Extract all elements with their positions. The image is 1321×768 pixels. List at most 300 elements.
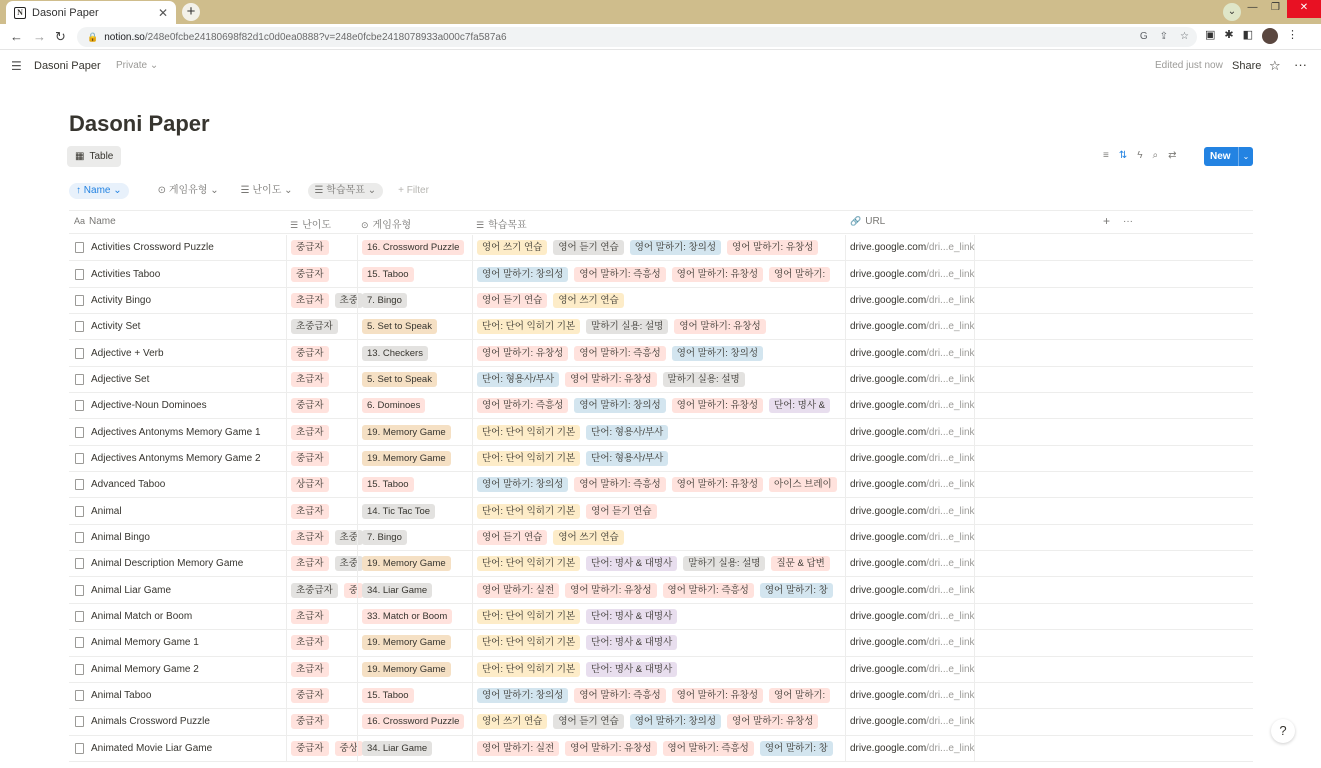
difficulty-cell[interactable] xyxy=(286,657,356,682)
side-panel-icon[interactable]: ◧ xyxy=(1242,29,1254,41)
select-tag: 영어 쓰기 연습 xyxy=(477,714,547,729)
favorite-star-icon[interactable]: ☆ xyxy=(1269,58,1281,73)
table-row[interactable] xyxy=(69,657,1253,683)
row-name: Adjectives Antonyms Memory Game 1 xyxy=(91,426,261,438)
url-cell[interactable] xyxy=(845,577,975,602)
url-path[interactable]: /dri...e_link xyxy=(926,663,975,675)
learning-goal-cell[interactable] xyxy=(472,604,844,629)
column-header-label: Name xyxy=(89,216,116,227)
learning-goal-cell[interactable] xyxy=(472,472,844,497)
url-path[interactable]: /dri...e_link xyxy=(926,426,975,438)
select-tag: 초중 xyxy=(335,530,363,545)
table-row[interactable] xyxy=(69,340,1253,366)
url-path[interactable]: /dri...e_link xyxy=(926,558,975,570)
game-type-cell[interactable] xyxy=(357,235,471,260)
select-tag: 초급자 xyxy=(291,372,329,387)
difficulty-cell[interactable] xyxy=(286,288,356,313)
name-cell[interactable] xyxy=(69,367,285,392)
add-filter-button[interactable]: + Filter xyxy=(398,185,429,196)
game-type-cell[interactable] xyxy=(357,367,471,392)
url-path[interactable]: /dri...e_link xyxy=(926,242,975,254)
select-tag: 영어 말하기: xyxy=(769,267,830,282)
name-cell[interactable] xyxy=(69,736,285,761)
select-tag: 중급자 xyxy=(291,688,329,703)
page-icon xyxy=(75,242,84,253)
filter-chip-difficulty[interactable]: ☰ 난이도 ⌄ xyxy=(240,185,293,196)
url-path[interactable]: /dri...e_link xyxy=(926,294,975,306)
select-tag: 19. Memory Game xyxy=(362,451,451,466)
url-host[interactable]: drive.google.com xyxy=(850,610,927,622)
select-tag: 초중 xyxy=(335,293,363,308)
select-tag: 6. Dominoes xyxy=(362,398,425,413)
name-cell[interactable] xyxy=(69,683,285,708)
url-cell[interactable] xyxy=(845,525,975,550)
name-cell[interactable] xyxy=(69,340,285,365)
select-tag: 초급자 xyxy=(291,662,329,677)
learning-goal-cell[interactable] xyxy=(472,419,844,444)
table-row[interactable] xyxy=(69,683,1253,709)
menu-icon[interactable]: ☰ xyxy=(11,59,22,73)
select-tag: 말하기 실용: 설명 xyxy=(586,319,668,334)
url-host[interactable]: drive.google.com xyxy=(850,505,927,517)
game-type-cell[interactable] xyxy=(357,340,471,365)
chevron-down-icon: ⌄ xyxy=(149,60,159,71)
learning-goal-cell[interactable] xyxy=(472,367,844,392)
close-tab-icon[interactable]: ✕ xyxy=(157,5,168,20)
select-tag: 영어 쓰기 연습 xyxy=(553,530,623,545)
share-button[interactable]: Share xyxy=(1232,60,1262,72)
select-tag: 영어 말하기: 창의성 xyxy=(630,714,721,729)
sort-chip-label: Name xyxy=(83,185,111,196)
game-type-cell[interactable] xyxy=(357,577,471,602)
url-host[interactable]: drive.google.com xyxy=(850,690,927,702)
row-name: Animal Memory Game 2 xyxy=(91,663,199,675)
url-host[interactable]: drive.google.com xyxy=(850,294,927,306)
url-cell[interactable] xyxy=(845,551,975,576)
reload-icon[interactable]: ↻ xyxy=(55,29,66,44)
select-tag: 영어 듣기 연습 xyxy=(553,714,623,729)
select-tag: 아이스 브레이 xyxy=(769,477,837,492)
puzzle-icon[interactable]: ✱ xyxy=(1224,29,1234,41)
row-name: Activity Bingo xyxy=(91,294,152,306)
difficulty-cell[interactable] xyxy=(286,709,356,734)
page-icon xyxy=(75,664,84,675)
learning-goal-cell[interactable] xyxy=(472,709,844,734)
new-button-label: New xyxy=(1210,151,1231,162)
select-tag: 영어 말하기: 실전 xyxy=(477,583,559,598)
url-host[interactable]: drive.google.com xyxy=(850,242,927,254)
name-cell[interactable] xyxy=(69,393,285,418)
difficulty-cell[interactable] xyxy=(286,630,356,655)
learning-goal-cell[interactable] xyxy=(472,736,844,761)
row-name: Animal Bingo xyxy=(91,531,150,543)
table-row[interactable] xyxy=(69,472,1253,498)
page-icon xyxy=(75,506,84,517)
learning-goal-cell[interactable] xyxy=(472,577,844,602)
select-tag: 단어: 형용사/부사 xyxy=(586,451,668,466)
url-cell[interactable] xyxy=(845,630,975,655)
page-icon xyxy=(75,427,84,438)
game-type-cell[interactable] xyxy=(357,736,471,761)
profile-avatar[interactable] xyxy=(1262,28,1278,44)
row-name: Animals Crossword Puzzle xyxy=(91,716,210,728)
difficulty-cell[interactable] xyxy=(286,551,356,576)
browser-menu-icon[interactable]: ⋮ xyxy=(1287,29,1299,41)
filter-chip-label: 난이도 xyxy=(252,185,282,196)
table-row[interactable] xyxy=(69,367,1253,393)
url-cell[interactable] xyxy=(845,235,975,260)
view-tab-label: Table xyxy=(89,151,114,162)
select-tag: 중급자 xyxy=(291,741,329,756)
url-cell[interactable] xyxy=(845,419,975,444)
page-icon xyxy=(75,269,84,280)
game-type-cell[interactable] xyxy=(357,683,471,708)
row-name: Adjective-Noun Dominoes xyxy=(91,400,207,412)
url-path[interactable]: /dri...e_link xyxy=(926,584,975,596)
game-type-cell[interactable] xyxy=(357,261,471,286)
name-cell[interactable] xyxy=(69,551,285,576)
learning-goal-cell[interactable] xyxy=(472,446,844,471)
url-host[interactable]: drive.google.com xyxy=(850,637,927,649)
table-row[interactable] xyxy=(69,525,1253,551)
restore-icon[interactable]: ❐ xyxy=(1271,2,1280,13)
learning-goal-cell[interactable] xyxy=(472,498,844,523)
url-cell[interactable] xyxy=(845,393,975,418)
game-type-cell[interactable] xyxy=(357,630,471,655)
difficulty-cell[interactable] xyxy=(286,446,356,471)
table-row[interactable] xyxy=(69,235,1253,261)
url-path[interactable]: /dri...e_link xyxy=(926,321,975,333)
url-cell[interactable] xyxy=(845,367,975,392)
name-cell[interactable] xyxy=(69,525,285,550)
minimize-icon[interactable]: — xyxy=(1247,2,1258,13)
difficulty-cell[interactable] xyxy=(286,419,356,444)
select-tag: 초중급자 xyxy=(291,319,338,334)
select-tag: 영어 말하기: 유창성 xyxy=(727,240,818,255)
column-more-icon[interactable]: ··· xyxy=(1123,216,1133,227)
learning-goal-cell[interactable] xyxy=(472,630,844,655)
table-row[interactable] xyxy=(69,709,1253,735)
learning-goal-cell[interactable] xyxy=(472,683,844,708)
url-path[interactable]: /dri...e_link xyxy=(926,531,975,543)
row-name: Animal Match or Boom xyxy=(91,610,193,622)
table-row[interactable] xyxy=(69,288,1253,314)
select-tag: 영어 말하기: 유창성 xyxy=(565,372,656,387)
difficulty-cell[interactable] xyxy=(286,683,356,708)
url-path[interactable]: /dri...e_link xyxy=(926,716,975,728)
edited-status: Edited just now xyxy=(1155,60,1223,71)
name-cell[interactable] xyxy=(69,288,285,313)
page-icon xyxy=(75,321,84,332)
tab-search-icon[interactable]: ⌄ xyxy=(1223,3,1241,21)
help-icon[interactable]: ? xyxy=(1271,719,1295,743)
url-path[interactable]: /dri...e_link xyxy=(926,452,975,464)
difficulty-cell[interactable] xyxy=(286,314,356,339)
url-host[interactable]: drive.google.com xyxy=(850,400,927,412)
table-row[interactable] xyxy=(69,577,1253,603)
url-cell[interactable] xyxy=(845,314,975,339)
learning-goal-cell[interactable] xyxy=(472,393,844,418)
page-icon xyxy=(75,611,84,622)
url-host[interactable]: drive.google.com xyxy=(850,347,927,359)
select-tag: 19. Memory Game xyxy=(362,425,451,440)
url-host[interactable]: drive.google.com xyxy=(850,373,927,385)
name-cell[interactable] xyxy=(69,261,285,286)
select-tag: 영어 말하기: 창 xyxy=(760,741,833,756)
select-tag: 영어 듣기 연습 xyxy=(586,504,656,519)
learning-goal-cell[interactable] xyxy=(472,657,844,682)
select-tag: 단어: 명사 & xyxy=(769,398,830,413)
game-type-cell[interactable] xyxy=(357,657,471,682)
game-type-cell[interactable] xyxy=(357,419,471,444)
difficulty-cell[interactable] xyxy=(286,393,356,418)
game-type-cell[interactable] xyxy=(357,709,471,734)
url-host[interactable]: drive.google.com xyxy=(850,321,927,333)
url-host[interactable]: drive.google.com xyxy=(850,584,927,596)
name-cell[interactable] xyxy=(69,235,285,260)
url-host[interactable]: drive.google.com xyxy=(850,742,927,754)
learning-goal-cell[interactable] xyxy=(472,261,844,286)
url-cell[interactable] xyxy=(845,657,975,682)
name-cell[interactable] xyxy=(69,709,285,734)
select-tag: 단어: 명사 & 대명사 xyxy=(586,635,677,650)
learning-goal-cell[interactable] xyxy=(472,314,844,339)
search-icon[interactable]: ⌕ xyxy=(1152,150,1159,161)
select-tag: 초급자 xyxy=(291,293,329,308)
link-icon: 🔗 xyxy=(850,216,862,226)
learning-goal-cell[interactable] xyxy=(472,288,844,313)
url-path[interactable]: /dri...e_link xyxy=(926,505,975,517)
game-type-cell[interactable] xyxy=(357,472,471,497)
url-path[interactable]: /dri...e_link xyxy=(926,479,975,491)
game-type-cell[interactable] xyxy=(357,551,471,576)
new-tab-button[interactable]: + xyxy=(182,3,200,21)
select-tag: 영어 말하기: 유창성 xyxy=(565,583,656,598)
game-type-cell[interactable] xyxy=(357,604,471,629)
difficulty-cell[interactable] xyxy=(286,261,356,286)
new-dropdown-chevron-icon[interactable]: ⌄ xyxy=(1238,147,1253,166)
filter-bar xyxy=(69,183,436,199)
select-tag: 15. Taboo xyxy=(362,267,414,282)
table-header xyxy=(69,210,1253,234)
name-cell[interactable] xyxy=(69,446,285,471)
select-tag: 단어: 단어 익히기 기본 xyxy=(477,319,580,334)
name-cell[interactable] xyxy=(69,577,285,602)
new-button[interactable] xyxy=(1204,147,1253,166)
url-host[interactable]: drive.google.com xyxy=(850,452,927,464)
url-path[interactable]: /dri...e_link xyxy=(926,690,975,702)
lock-icon: 🔒 xyxy=(87,32,99,42)
page-icon xyxy=(75,743,84,754)
game-type-cell[interactable] xyxy=(357,446,471,471)
table-row[interactable] xyxy=(69,419,1253,445)
table-row[interactable] xyxy=(69,736,1253,762)
name-cell[interactable] xyxy=(69,419,285,444)
url-host: notion.so xyxy=(104,32,145,43)
filter-icon[interactable]: ≡ xyxy=(1103,150,1109,161)
url-host[interactable]: drive.google.com xyxy=(850,531,927,543)
difficulty-cell[interactable] xyxy=(286,736,356,761)
page-icon xyxy=(75,585,84,596)
url-cell[interactable] xyxy=(845,498,975,523)
column-header-learning-goal[interactable] xyxy=(476,216,527,231)
learning-goal-cell[interactable] xyxy=(472,235,844,260)
page-icon xyxy=(75,400,84,411)
table-row[interactable] xyxy=(69,498,1253,524)
select-tag: 16. Crossword Puzzle xyxy=(362,240,464,255)
select-tag: 영어 말하기: 창 xyxy=(760,583,833,598)
select-tag: 영어 말하기: 즉흥성 xyxy=(477,398,568,413)
name-cell[interactable] xyxy=(69,657,285,682)
select-tag: 7. Bingo xyxy=(362,293,407,308)
game-type-cell[interactable] xyxy=(357,525,471,550)
table-row[interactable] xyxy=(69,393,1253,419)
url-path[interactable]: /dri...e_link xyxy=(926,742,975,754)
filter-chip-game-type[interactable]: ⊙ 게임유형 ⌄ xyxy=(157,185,219,196)
url-cell[interactable] xyxy=(845,683,975,708)
url-host[interactable]: drive.google.com xyxy=(850,663,927,675)
url-path[interactable]: /dri...e_link xyxy=(926,610,975,622)
browser-tab[interactable] xyxy=(6,1,176,24)
difficulty-cell[interactable] xyxy=(286,525,356,550)
sort-chip-name[interactable]: ↑ Name ⌄ xyxy=(69,183,129,199)
select-tag: 19. Memory Game xyxy=(362,556,451,571)
url-cell[interactable] xyxy=(845,604,975,629)
name-cell[interactable] xyxy=(69,630,285,655)
page-icon xyxy=(75,558,84,569)
page-icon xyxy=(75,690,84,701)
list-property-icon: ☰ xyxy=(290,220,299,230)
add-filter-label: Filter xyxy=(406,185,429,196)
google-icon[interactable]: G xyxy=(1139,31,1148,42)
row-name: Adjective Set xyxy=(91,373,150,385)
select-tag: 중급자 xyxy=(291,267,329,282)
url-host[interactable]: drive.google.com xyxy=(850,716,927,728)
difficulty-cell[interactable] xyxy=(286,367,356,392)
url-path[interactable]: /dri...e_link xyxy=(926,347,975,359)
column-header-label: 난이도 xyxy=(302,220,332,231)
privacy-label[interactable] xyxy=(116,60,158,71)
select-tag: 34. Liar Game xyxy=(362,741,432,756)
difficulty-cell[interactable] xyxy=(286,498,356,523)
url-path[interactable]: /dri...e_link xyxy=(926,268,975,280)
learning-goal-cell[interactable] xyxy=(472,340,844,365)
view-tab-table[interactable] xyxy=(67,146,121,167)
game-type-cell[interactable] xyxy=(357,314,471,339)
difficulty-cell[interactable] xyxy=(286,577,356,602)
breadcrumb[interactable]: Dasoni Paper xyxy=(34,60,101,72)
add-property-icon[interactable]: + xyxy=(1103,214,1111,228)
select-tag: 단어: 단어 익히기 기본 xyxy=(477,451,580,466)
url-path[interactable]: /dri...e_link xyxy=(926,373,975,385)
url-cell[interactable] xyxy=(845,446,975,471)
select-tag: 단어: 단어 익히기 기본 xyxy=(477,556,580,571)
column-header-label: 게임유형 xyxy=(372,220,412,231)
page-icon xyxy=(75,716,84,727)
more-options-icon[interactable]: ··· xyxy=(1294,57,1307,72)
game-type-cell[interactable] xyxy=(357,288,471,313)
url-path[interactable]: /dri...e_link xyxy=(926,400,975,412)
select-tag: 영어 말하기: 즉흥성 xyxy=(574,688,665,703)
select-tag: 5. Set to Speak xyxy=(362,319,437,334)
table-row[interactable] xyxy=(69,551,1253,577)
filter-chip-learning-goal[interactable]: ☰ 학습목표 ⌄ xyxy=(308,183,384,199)
game-type-cell[interactable] xyxy=(357,393,471,418)
url-cell[interactable] xyxy=(845,736,975,761)
select-tag: 영어 쓰기 연습 xyxy=(477,240,547,255)
name-cell[interactable] xyxy=(69,498,285,523)
url-path[interactable]: /dri...e_link xyxy=(926,637,975,649)
share-page-icon[interactable]: ⇪ xyxy=(1159,31,1169,42)
row-name: Animal Liar Game xyxy=(91,584,172,596)
settings-sliders-icon[interactable]: ⇄ xyxy=(1168,150,1177,161)
url-host[interactable]: drive.google.com xyxy=(850,479,927,491)
name-cell[interactable] xyxy=(69,472,285,497)
filter-chip-label: 게임유형 xyxy=(168,185,208,196)
url-host[interactable]: drive.google.com xyxy=(850,268,927,280)
column-header-url[interactable] xyxy=(850,216,885,227)
difficulty-cell[interactable] xyxy=(286,340,356,365)
automation-icon[interactable]: ϟ xyxy=(1137,150,1143,161)
url-host[interactable]: drive.google.com xyxy=(850,426,927,438)
table-row[interactable] xyxy=(69,630,1253,656)
name-cell[interactable] xyxy=(69,604,285,629)
name-cell[interactable] xyxy=(69,314,285,339)
column-header-name[interactable] xyxy=(74,216,116,227)
select-tag: 영어 말하기: 유창성 xyxy=(672,688,763,703)
bookmark-star-icon[interactable]: ☆ xyxy=(1180,31,1189,42)
select-tag: 13. Checkers xyxy=(362,346,428,361)
select-tag: 영어 듣기 연습 xyxy=(477,293,547,308)
table-row[interactable] xyxy=(69,446,1253,472)
column-header-game-type[interactable] xyxy=(361,216,411,231)
game-type-cell[interactable] xyxy=(357,498,471,523)
difficulty-cell[interactable] xyxy=(286,604,356,629)
url-cell[interactable] xyxy=(845,709,975,734)
url-cell[interactable] xyxy=(845,472,975,497)
page-icon xyxy=(75,374,84,385)
back-icon[interactable]: ← xyxy=(10,29,23,44)
table-row[interactable] xyxy=(69,314,1253,340)
extension-icons xyxy=(1205,28,1298,44)
select-tag: 초급자 xyxy=(291,556,329,571)
select-tag: 영어 말하기: 즉흥성 xyxy=(663,583,754,598)
select-tag: 중급자 xyxy=(291,240,329,255)
learning-goal-cell[interactable] xyxy=(472,551,844,576)
url-cell[interactable] xyxy=(845,288,975,313)
sort-icon[interactable]: ⇅ xyxy=(1118,150,1128,161)
extension-icon[interactable]: ▣ xyxy=(1205,29,1216,41)
url-cell[interactable] xyxy=(845,261,975,286)
table-row[interactable] xyxy=(69,604,1253,630)
window-close-icon[interactable]: ✕ xyxy=(1287,0,1321,18)
difficulty-cell[interactable] xyxy=(286,472,356,497)
forward-icon[interactable]: → xyxy=(33,29,46,44)
difficulty-cell[interactable] xyxy=(286,235,356,260)
view-actions xyxy=(1103,150,1177,161)
select-tag: 말하기 실용: 설명 xyxy=(663,372,745,387)
table-row[interactable] xyxy=(69,261,1253,287)
notion-favicon-icon: N xyxy=(14,7,26,19)
column-header-difficulty[interactable] xyxy=(290,216,331,231)
select-tag: 중 xyxy=(344,583,363,598)
url-host[interactable]: drive.google.com xyxy=(850,558,927,570)
select-tag: 초중급자 xyxy=(291,583,338,598)
url-cell[interactable] xyxy=(845,340,975,365)
select-tag: 영어 말하기: 유창성 xyxy=(672,477,763,492)
learning-goal-cell[interactable] xyxy=(472,525,844,550)
address-bar[interactable] xyxy=(77,27,1197,47)
